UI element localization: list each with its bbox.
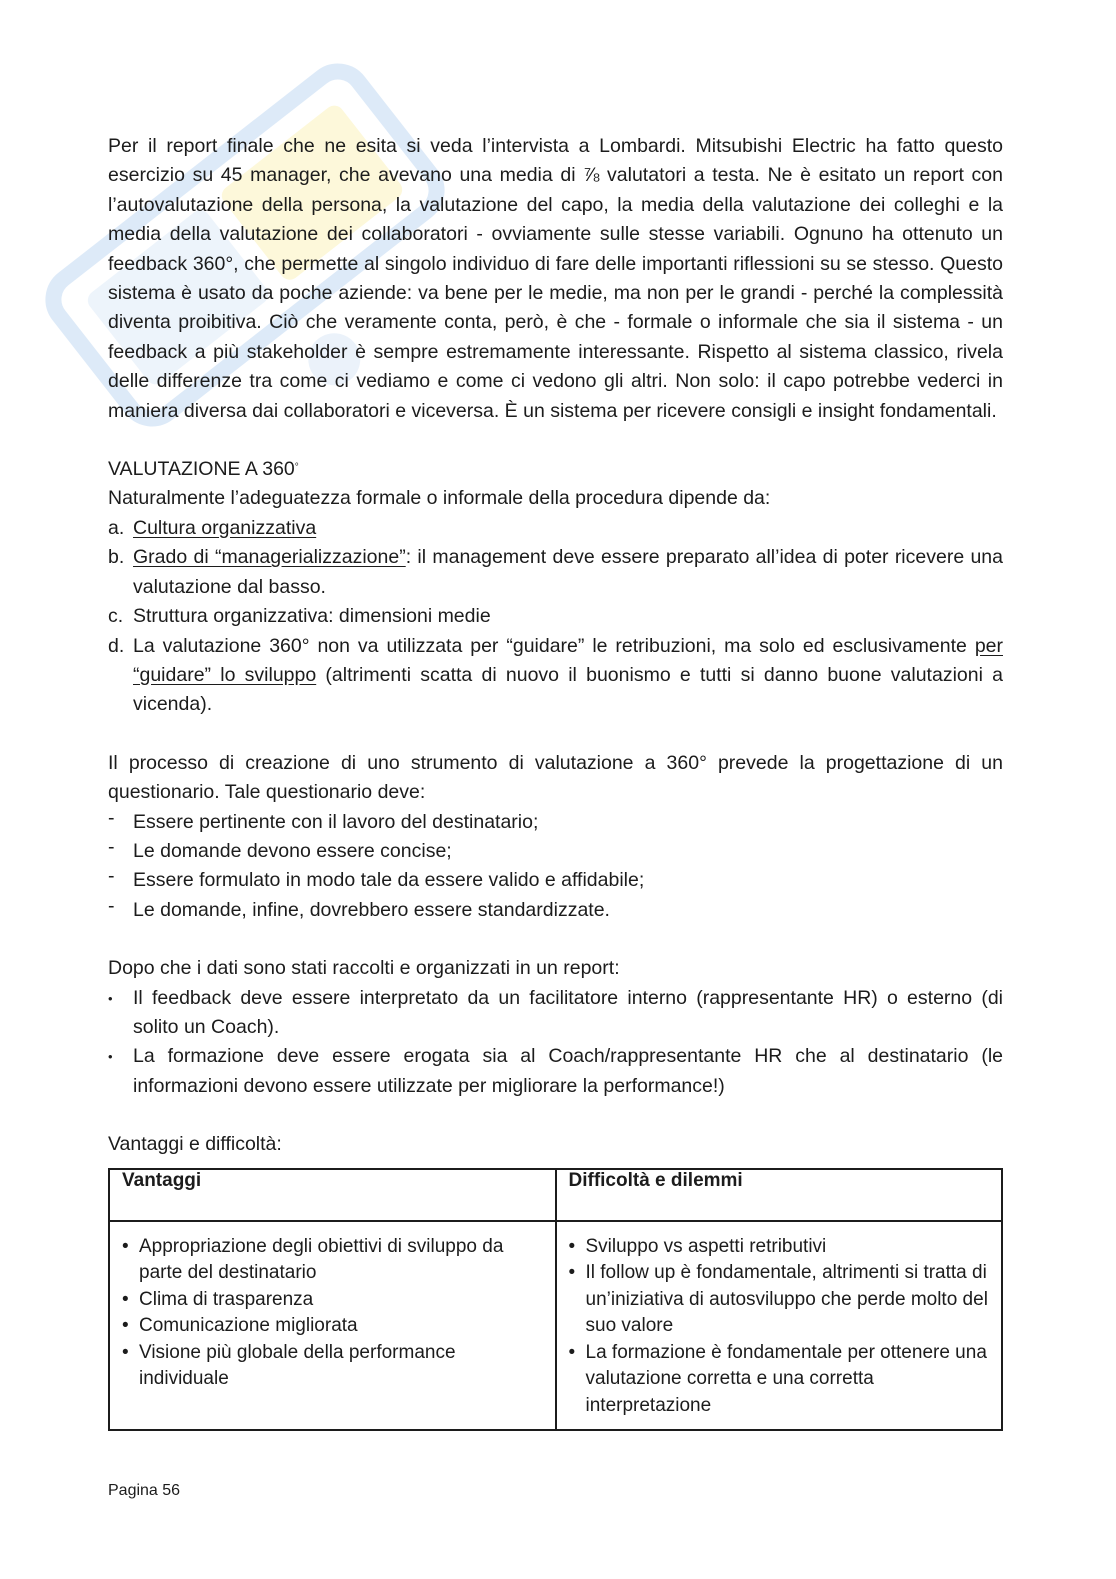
table-header-difficolta: Difficoltà e dilemmi	[556, 1169, 1003, 1221]
pros-cons-table	[108, 1168, 1003, 1432]
report-intro: Dopo che i dati sono stati raccolti e organizzati in un report:	[108, 957, 620, 980]
list-item: b. Grado di “managerializzazione”: il management deve essere preparato all’idea di poter ricevere una valutazione dal basso.	[108, 546, 1003, 598]
list-item: - Le domande, infine, dovrebbero essere standardizzate.	[108, 894, 610, 921]
intro-paragraph: Per il report finale che ne esita si veda l’intervista a Lombardi. Mitsubishi Electric ha fatto questo esercizio su 45 manager, che avevano una media di ⅞ valutatori a testa. Ne è esitato un report con l’autovalutazione della persona, la valutazione del capo, la media della valutazione dei colleghi e la media della valutazione dei collaboratori - ovviamente sulle stesse variabili. Ognuno ha ottenuto un feedback 360°, che permette al singolo individuo di fare delle importanti riflessioni su se stesso. Questo sistema è usato da poche aziende: va bene per le medie, ma non per le grandi - perché la complessità diventa proibitiva. Ciò che veramente conta, però, è che - formale o informale che sia il sistema - un feedback a più stakeholder è sempre estremamente interessante. Rispetto al sistema classico, rivela delle differenze tra come ci vediamo e come ci vedono gli altri. Non solo: il capo potrebbe vederci in maniera diversa dai collaboratori e viceversa. È un sistema per ricevere consigli e insight fondamentali.	[108, 135, 1003, 422]
list-item: • La formazione deve essere erogata sia al Coach/rappresentante HR che al destinatario (le informazioni devono essere utilizzate per migliorare la performance!)	[108, 1045, 1003, 1097]
list-item: - Le domande devono essere concise;	[108, 835, 452, 862]
list-item: • Il follow up è fondamentale, altrimenti si tratta di un’iniziativa di autosviluppo che perde molto del suo valore	[568, 1262, 988, 1337]
questionnaire-list	[108, 808, 1003, 926]
table-cell-vantaggi	[109, 1221, 556, 1431]
list-item: • Visione più globale della performance individuale	[122, 1341, 456, 1390]
list-item: a. Cultura organizzativa	[108, 516, 317, 539]
table-header-vantaggi: Vantaggi	[109, 1169, 556, 1221]
report-list	[108, 984, 1003, 1102]
list-item: - Essere formulato in modo tale da essere valido e affidabile;	[108, 865, 645, 892]
list-item: • Clima di trasparenza	[122, 1288, 314, 1310]
questionnaire-intro: Il processo di creazione di uno strumento di valutazione a 360° prevede la progettazione di un questionario. Tale questionario deve:	[108, 751, 1003, 804]
list-item: • Sviluppo vs aspetti retributivi	[568, 1235, 827, 1257]
list-item: d. La valutazione 360° non va utilizzata per “guidare” le retribuzioni, ma solo ed esclusivamente per “guidare” lo sviluppo (altrimenti scatta di nuovo il buonismo e tutti si danno buone valutazioni a vicenda).	[108, 634, 1003, 716]
list-item: • Comunicazione migliorata	[122, 1315, 358, 1337]
page-number: Pagina 56	[108, 1482, 181, 1499]
list-item: - Essere pertinente con il lavoro del destinatario;	[108, 806, 539, 833]
section-intro: Naturalmente l’adeguatezza formale o informale della procedura dipende da:	[108, 487, 771, 510]
list-item: c. Struttura organizzativa: dimensioni medie	[108, 605, 491, 628]
table-cell-difficolta	[556, 1221, 1003, 1431]
list-item: • La formazione è fondamentale per ottenere una valutazione corretta e una corretta interpretazione	[568, 1341, 987, 1416]
list-item: • Il feedback deve essere interpretato da un facilitatore interno (rappresentante HR) o esterno (di solito un Coach).	[108, 986, 1003, 1038]
list-item: • Appropriazione degli obiettivi di sviluppo da parte del destinatario	[122, 1235, 504, 1284]
page-content	[108, 132, 1003, 1431]
table-caption: Vantaggi e difficoltà:	[108, 1133, 282, 1156]
section-heading: VALUTAZIONE A 360°	[108, 458, 299, 481]
criteria-list	[108, 514, 1003, 720]
